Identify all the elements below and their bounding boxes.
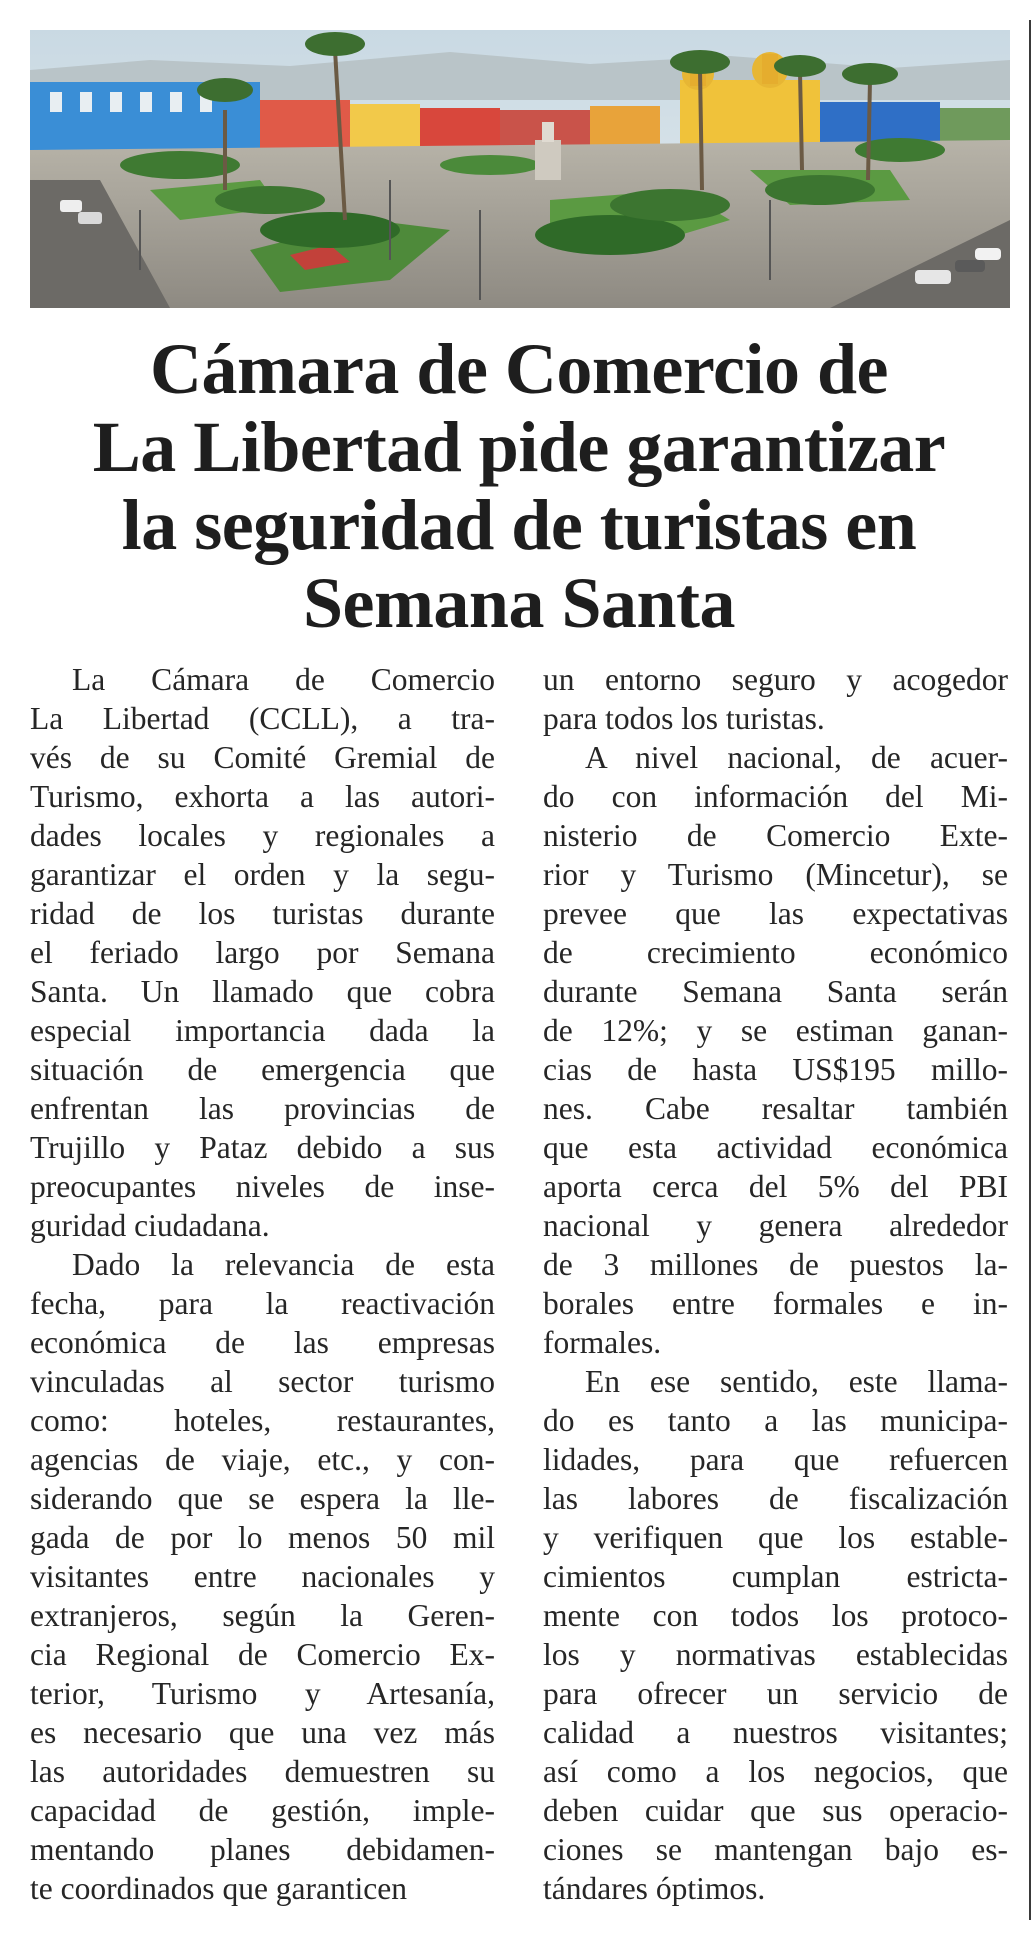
article-line: Santa. Un llamado que cobra	[30, 974, 495, 1009]
article-headline	[24, 330, 1014, 642]
article-paragraph	[30, 660, 495, 1245]
article-line: agencias de viaje, etc., y con-	[30, 1442, 495, 1477]
article-paragraph	[30, 1245, 495, 1908]
headline-line: La Libertad pide garantizar	[92, 407, 946, 487]
article-line: dades locales y regionales a	[30, 818, 495, 853]
article-line: prevee que las expectativas	[543, 896, 1008, 931]
article-line: terior, Turismo y Artesanía,	[30, 1676, 495, 1711]
article-line: mente con todos los protoco-	[543, 1598, 1008, 1633]
article-line: mentando planes debidamen-	[30, 1832, 495, 1867]
article-line: La Libertad (CCLL), a tra-	[30, 701, 495, 736]
article-line: deben cuidar que sus operacio-	[543, 1793, 1008, 1828]
article-paragraph	[543, 660, 1008, 738]
article-line: fecha, para la reactivación	[30, 1286, 495, 1321]
article-line: el feriado largo por Semana	[30, 935, 495, 970]
article-line: de 3 millones de puestos la-	[543, 1247, 1008, 1282]
article-line: las labores de fiscalización	[543, 1481, 1008, 1516]
article-line: económica de las empresas	[30, 1325, 495, 1360]
article-column-left	[30, 660, 495, 1908]
headline-line: Semana Santa	[302, 563, 736, 643]
article-line: de crecimiento económico	[543, 935, 1008, 970]
article-line: para ofrecer un servicio de	[543, 1676, 1008, 1711]
article-line: rior y Turismo (Mincetur), se	[543, 857, 1008, 892]
article-line: nisterio de Comercio Exte-	[543, 818, 1008, 853]
article-line: vés de su Comité Gremial de	[30, 740, 495, 775]
article-line: gada de por lo menos 50 mil	[30, 1520, 495, 1555]
article-line: Dado la relevancia de esta	[72, 1247, 495, 1282]
article-line: nacional y genera alrededor	[543, 1208, 1008, 1243]
article-line: do es tanto a las municipa-	[543, 1403, 1008, 1438]
article-line: las autoridades demuestren su	[30, 1754, 495, 1789]
page-edge-rule	[1029, 20, 1031, 1920]
headline-line: la seguridad de turistas en	[121, 485, 917, 565]
article-line: así como a los negocios, que	[543, 1754, 1008, 1789]
article-line: situación de emergencia que	[30, 1052, 495, 1087]
article-line: do con información del Mi-	[543, 779, 1008, 814]
article-line: especial importancia dada la	[30, 1013, 495, 1048]
article-line: de 12%; y se estiman ganan-	[543, 1013, 1008, 1048]
article-line: A nivel nacional, de acuer-	[585, 740, 1008, 775]
article-line: los y normativas establecidas	[543, 1637, 1008, 1672]
article-line: calidad a nuestros visitantes;	[543, 1715, 1008, 1750]
article-line: La Cámara de Comercio	[72, 662, 495, 697]
article-line: para todos los turistas.	[543, 701, 825, 736]
article-line: cia Regional de Comercio Ex-	[30, 1637, 495, 1672]
headline-line: Cámara de Comercio de	[150, 329, 888, 409]
article-line: como: hoteles, restaurantes,	[30, 1403, 495, 1438]
article-line: En ese sentido, este llama-	[585, 1364, 1008, 1399]
photo-illustration	[30, 30, 1010, 308]
article-line: Trujillo y Pataz debido a sus	[30, 1130, 495, 1165]
article-paragraph	[543, 1362, 1008, 1908]
article-line: vinculadas al sector turismo	[30, 1364, 495, 1399]
article-column-right	[543, 660, 1008, 1908]
article-line: garantizar el orden y la segu-	[30, 857, 495, 892]
article-line: ciones se mantengan bajo es-	[543, 1832, 1008, 1867]
article-line: capacidad de gestión, imple-	[30, 1793, 495, 1828]
article-line: aporta cerca del 5% del PBI	[543, 1169, 1008, 1204]
article-line: cimientos cumplan estricta-	[543, 1559, 1008, 1594]
article-line: que esta actividad económica	[543, 1130, 1008, 1165]
article-line: visitantes entre nacionales y	[30, 1559, 495, 1594]
article-line: es necesario que una vez más	[30, 1715, 495, 1750]
plaza-de-armas-photo	[30, 30, 1010, 308]
article-line: ridad de los turistas durante	[30, 896, 495, 931]
article-line: extranjeros, según la Geren-	[30, 1598, 495, 1633]
article-line: formales.	[543, 1325, 662, 1360]
article-line: durante Semana Santa serán	[543, 974, 1008, 1009]
article-line: enfrentan las provincias de	[30, 1091, 495, 1126]
article-line: borales entre formales e in-	[543, 1286, 1008, 1321]
article-line: Turismo, exhorta a las autori-	[30, 779, 495, 814]
article-line: siderando que se espera la lle-	[30, 1481, 495, 1516]
article-line: lidades, para que refuercen	[543, 1442, 1008, 1477]
article-line: preocupantes niveles de inse-	[30, 1169, 495, 1204]
article-line: te coordinados que garanticen	[30, 1871, 407, 1906]
article-paragraph	[543, 738, 1008, 1362]
article-line: guridad ciudadana.	[30, 1208, 270, 1243]
article-line: nes. Cabe resaltar también	[543, 1091, 1008, 1126]
article-line: cias de hasta US$195 millo-	[543, 1052, 1008, 1087]
article-line: tándares óptimos.	[543, 1871, 766, 1906]
article-line: un entorno seguro y acogedor	[543, 662, 1008, 697]
article-line: y verifiquen que los estable-	[543, 1520, 1008, 1555]
